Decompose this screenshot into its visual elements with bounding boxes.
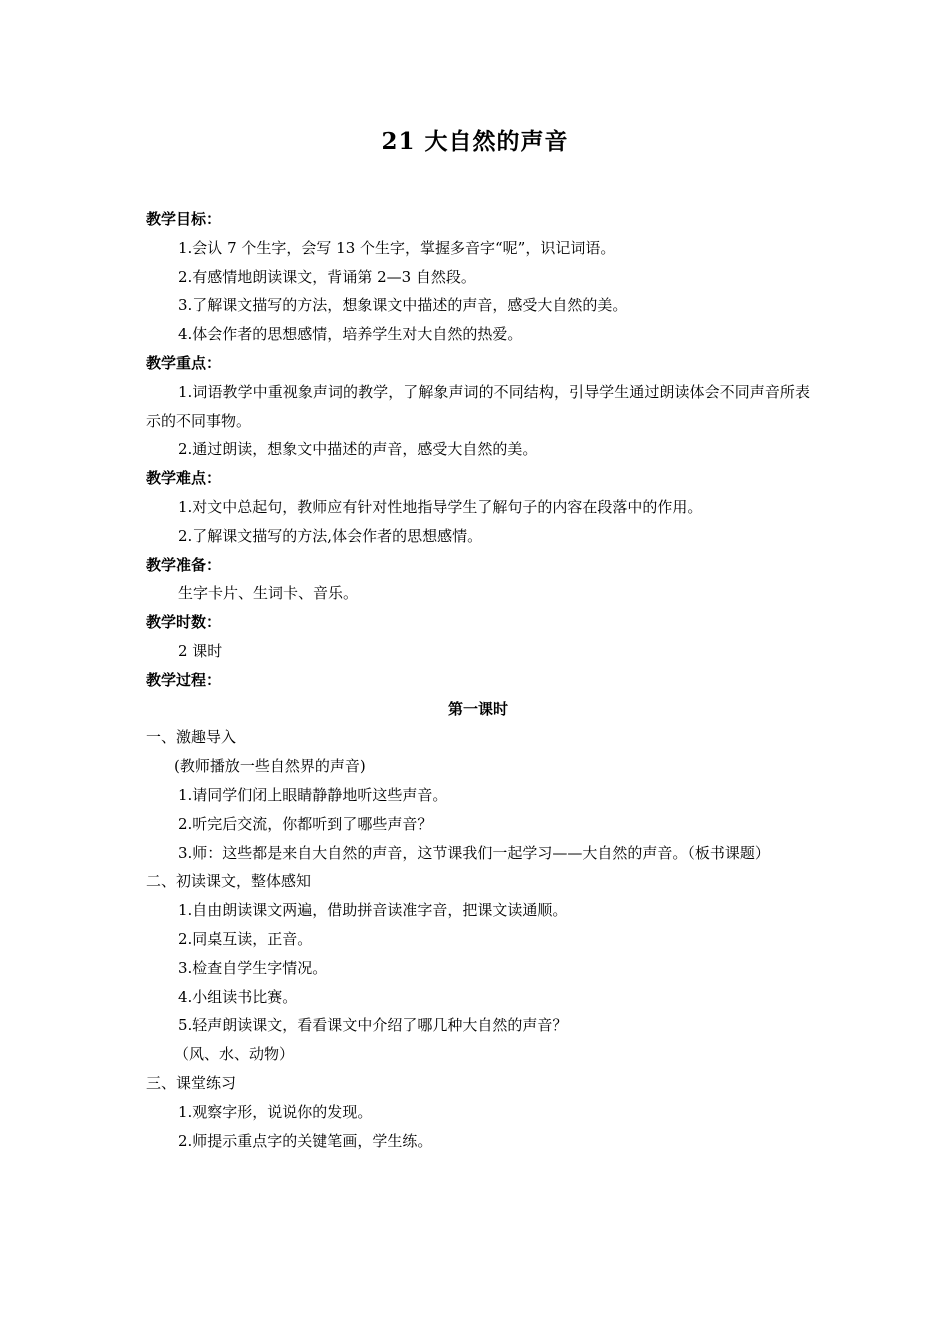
section-item: 5.轻声朗读课文，看看课文中介绍了哪几种大自然的声音？ [178, 1016, 568, 1035]
section-note: (教师播放一些自然界的声音) [174, 757, 366, 776]
difficulties-heading: 教学难点： [146, 469, 222, 488]
difficulty-item: 1.对文中总起句，教师应有针对性地指导学生了解句子的内容在段落中的作用。 [178, 497, 703, 516]
section-title: 三、课堂练习 [146, 1073, 237, 1092]
objective-item: 3.了解课文描写的方法，想象课文中描述的声音，感受大自然的美。 [178, 296, 628, 315]
key-points-heading: 教学重点： [146, 353, 222, 372]
preparation-heading: 教学准备： [146, 555, 222, 574]
section-item: 3.师：这些都是来自大自然的声音，这节课我们一起学习——大自然的声音。（板书课题） [178, 843, 770, 862]
section-title: 二、初读课文，整体感知 [146, 872, 312, 891]
section-item: 4.小组读书比赛。 [178, 987, 298, 1006]
section-item: 1.观察字形，说说你的发现。 [178, 1102, 373, 1121]
lesson-title: 第一课时 [447, 699, 508, 718]
objective-item: 4.体会作者的思想感情，培养学生对大自然的热爱。 [178, 325, 523, 344]
key-point-item: 2.通过朗读，想象文中描述的声音，感受大自然的美。 [178, 440, 538, 459]
section-item: 2.师提示重点字的关键笔画，学生练。 [178, 1131, 433, 1150]
hours-heading: 教学时数： [146, 613, 222, 632]
objective-item: 1.会认 7 个生字，会写 13 个生字，掌握多音字“呢”，识记词语。 [178, 238, 616, 257]
section-item: 2.听完后交流，你都听到了哪些声音？ [178, 814, 433, 833]
section-item: 1.请同学们闭上眼睛静静地听这些声音。 [178, 785, 448, 804]
objectives-heading: 教学目标： [146, 210, 222, 228]
key-point-item: 1.词语教学中重视象声词的教学，了解象声词的不同结构，引导学生通过朗读体会不同声音所表示的不同事物。 [146, 382, 810, 430]
document-body [146, 205, 810, 1155]
section-item: 3.检查自学生字情况。 [178, 958, 328, 977]
section-item: 2.同桌互读，正音。 [178, 929, 313, 948]
difficulty-item: 2.了解课文描写的方法,体会作者的思想感情。 [178, 526, 483, 545]
hours-text: 2 课时 [178, 641, 223, 660]
section-answer: （风、水、动物） [174, 1045, 295, 1064]
section-item: 1.自由朗读课文两遍，借助拼音读准字音，把课文读通顺。 [178, 901, 568, 920]
preparation-text: 生字卡片、生词卡、音乐。 [178, 584, 359, 603]
objective-item: 2.有感情地朗读课文，背诵第 2—3 自然段。 [178, 267, 476, 286]
document-title: 21 大自然的声音 [381, 128, 569, 155]
section-title: 一、激趣导入 [146, 728, 237, 747]
process-heading: 教学过程： [146, 670, 222, 689]
